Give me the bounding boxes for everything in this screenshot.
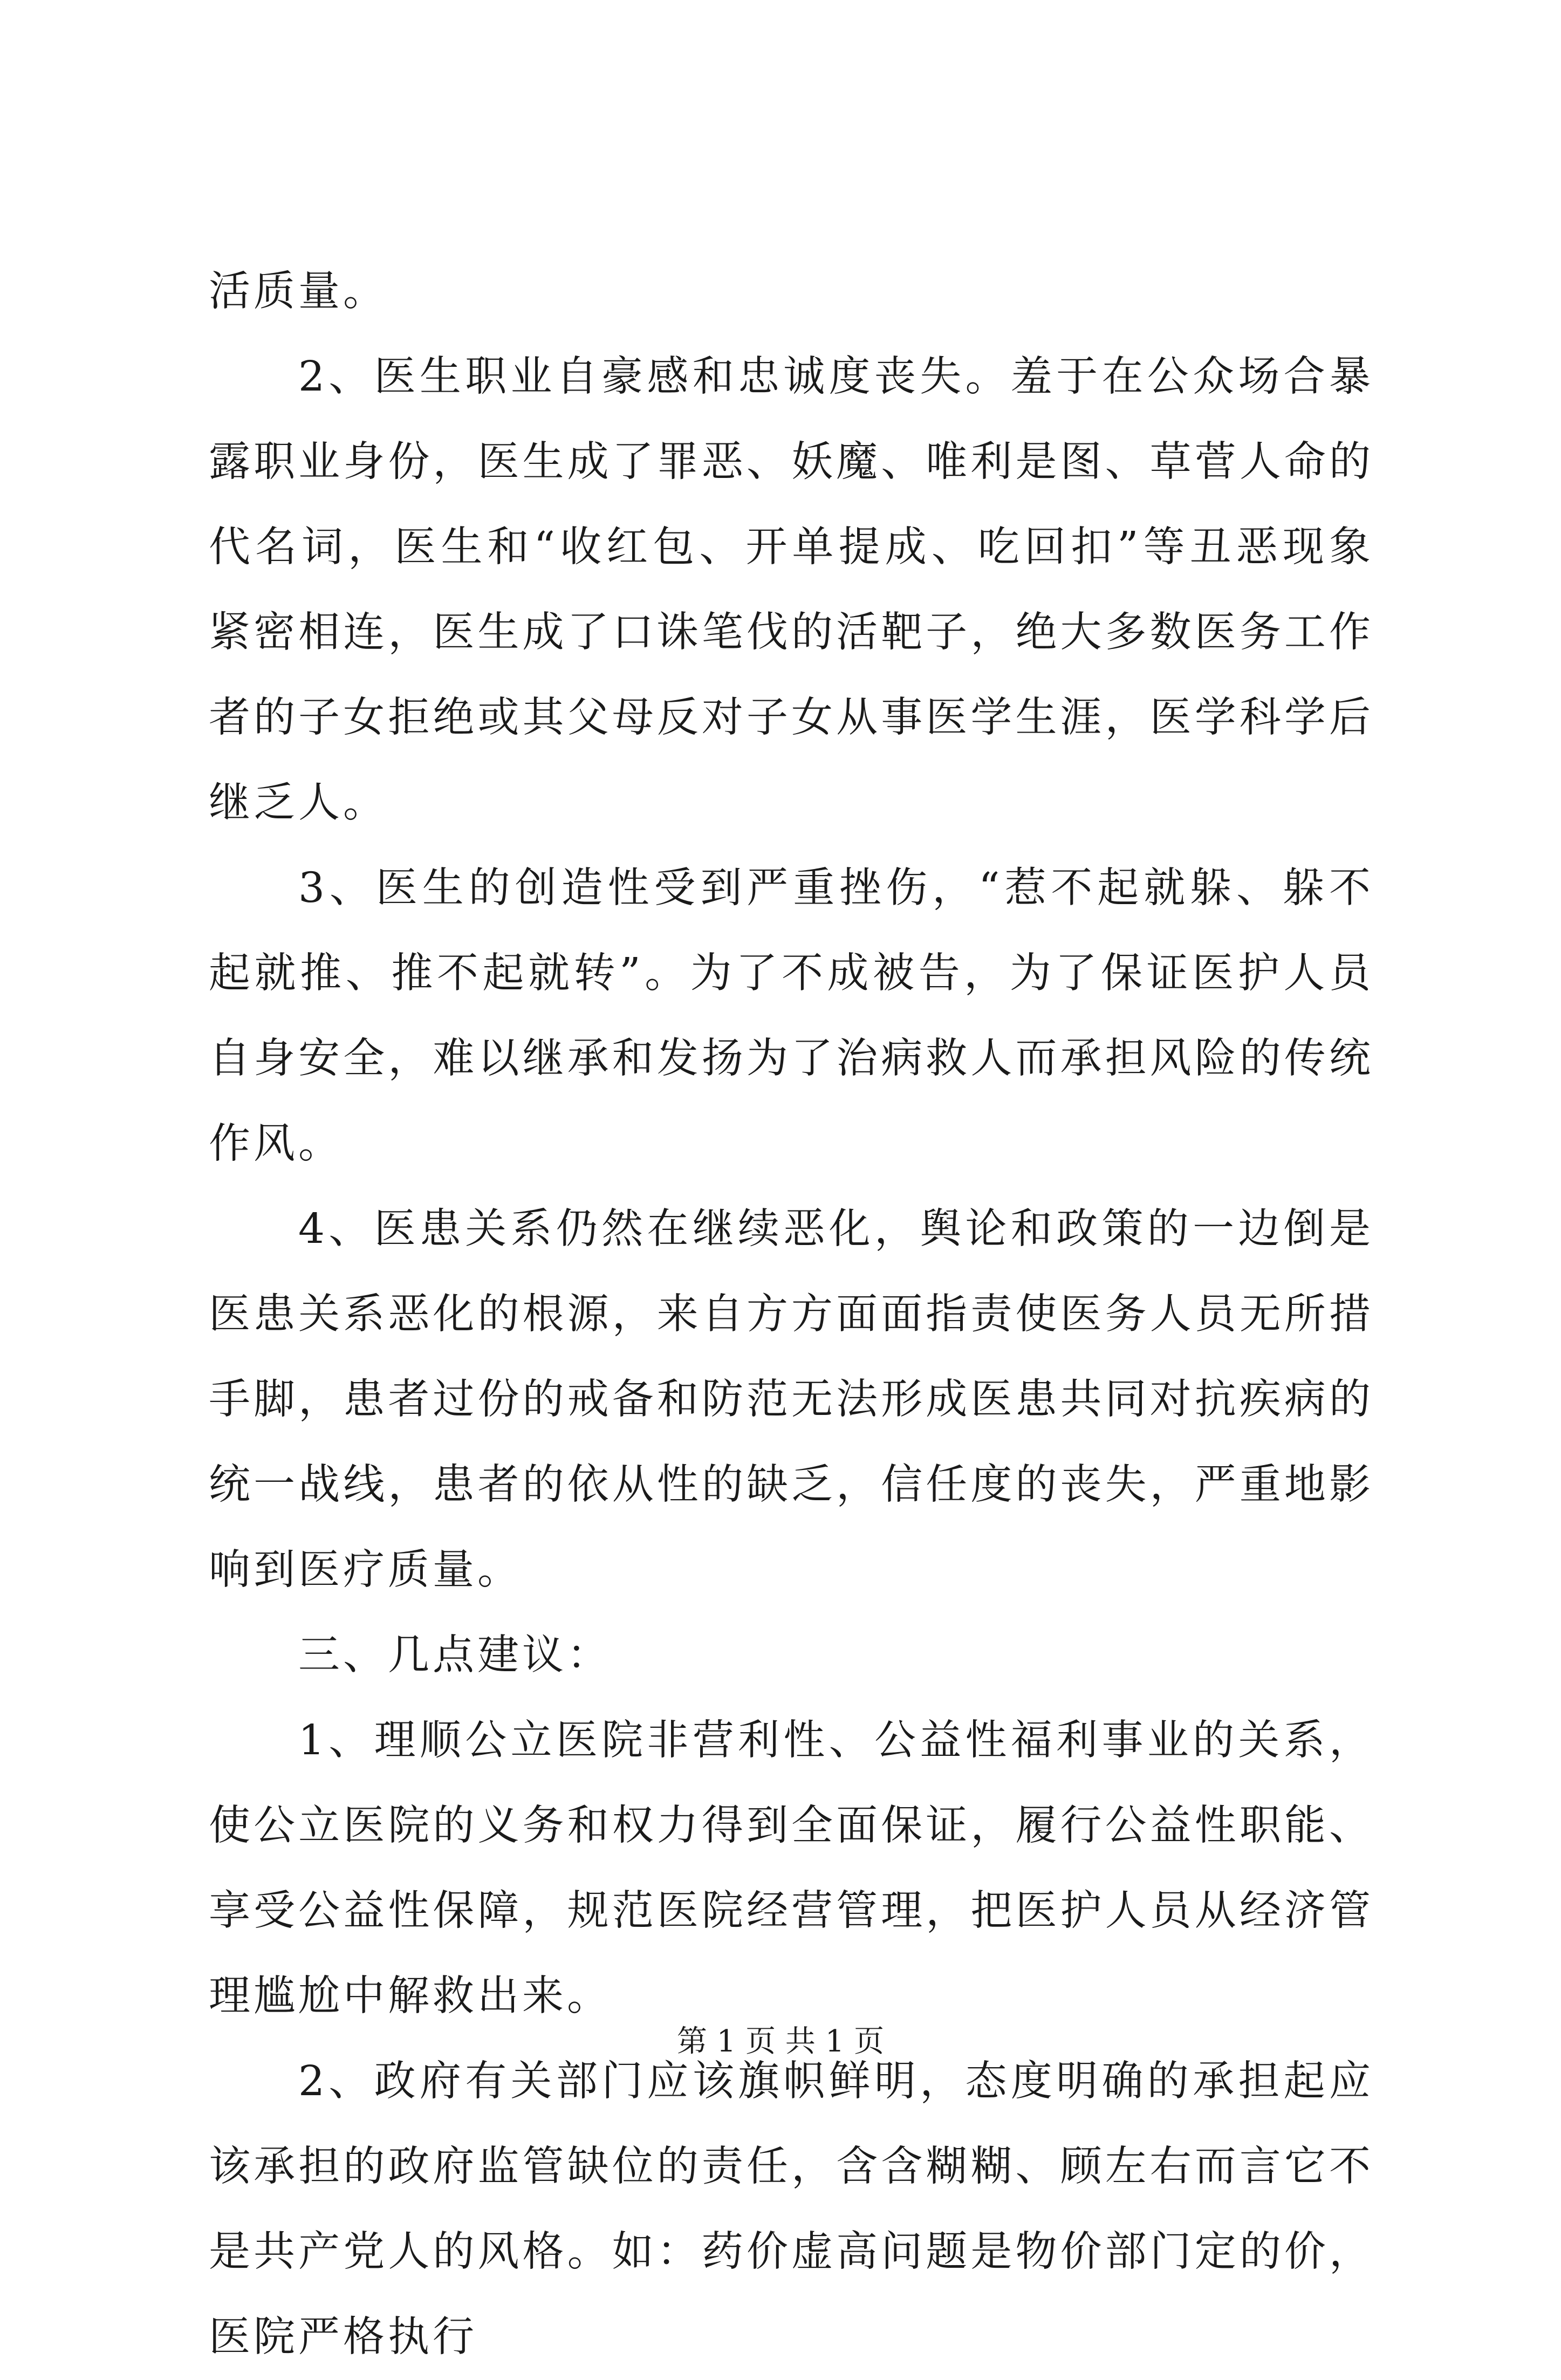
paragraph-continuation: 活质量。: [209, 268, 388, 316]
paragraph-point-3: 3、医生的创造性受到严重挫伤，“惹不起就躲、躲不起就推、推不起就转”。为了不成被告，为了保证医护人员自身安全，难以继承和发扬为了治病救人而承担风险的传统作风。: [209, 864, 1374, 1168]
paragraph-suggestion-2: 2、政府有关部门应该旗帜鲜明，态度明确的承担起应该承担的政府监管缺位的责任，含含糊糊、顾左右而言它不是共产党人的风格。如：药价虚高问题是物价部门定的价，医院严格执行: [209, 2057, 1374, 2361]
paragraph-point-2: 2、医生职业自豪感和忠诚度丧失。羞于在公众场合暴露职业身份，医生成了罪恶、妖魔、唯利是图、草菅人命的代名词，医生和“收红包、开单提成、吃回扣”等丑恶现象紧密相连，医生成了口诛笔伐的活靶子，绝大多数医务工作者的子女拒绝或其父母反对子女从事医学生涯，医学科学后继乏人。: [209, 353, 1374, 827]
section-heading-suggestions: 三、几点建议：: [298, 1631, 612, 1679]
paragraph-suggestion-1: 1、理顺公立医院非营利性、公益性福利事业的关系，使公立医院的义务和权力得到全面保证，履行公益性职能、享受公益性保障，规范医院经营管理，把医护人员从经济管理尴尬中解救出来。: [209, 1716, 1374, 2020]
paragraph-point-4: 4、医患关系仍然在继续恶化，舆论和政策的一边倒是医患关系恶化的根源，来自方方面面指责使医务人员无所措手脚，患者过份的戒备和防范无法形成医患共同对抗疾病的统一战线，患者的依从性的缺乏，信任度的丧失，严重地影响到医疗质量。: [209, 1205, 1374, 1594]
page-footer: 第 1 页 共 1 页: [676, 2024, 885, 2059]
